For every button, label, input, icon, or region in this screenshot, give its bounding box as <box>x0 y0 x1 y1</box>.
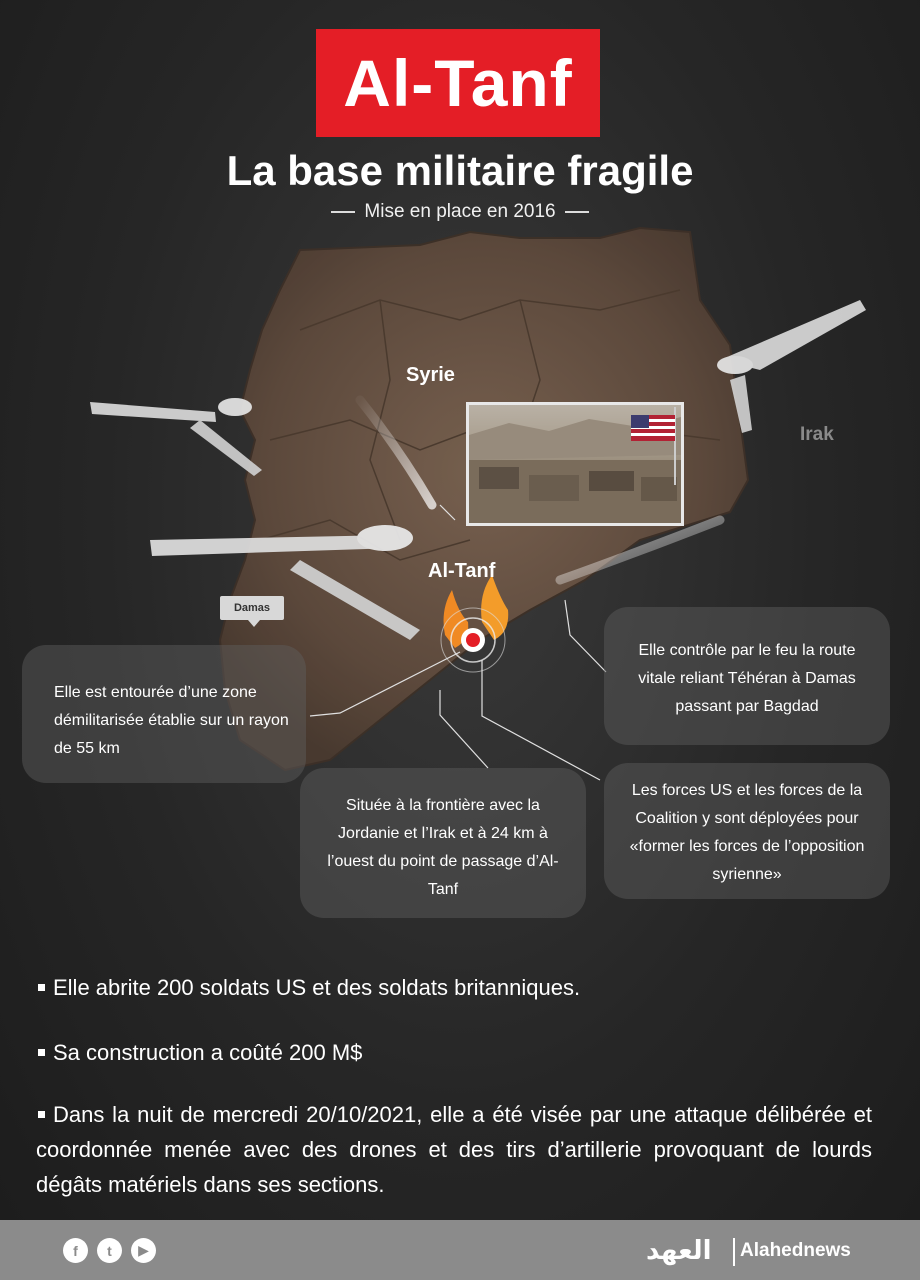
divider <box>733 1238 735 1266</box>
facebook-icon[interactable]: f <box>63 1238 88 1263</box>
brand-name[interactable]: Alahednews <box>740 1240 851 1261</box>
fact-item <box>36 970 872 1005</box>
fact-text: Sa construction a coûté 200 M$ <box>53 1040 363 1065</box>
base-photo-image <box>469 405 681 523</box>
callout-location <box>300 768 586 918</box>
bullet-icon <box>38 1111 45 1118</box>
callout-text: Les forces US et les forces de la Coalition y sont déployées pour «former les forces de l’opposition syrienne» <box>629 782 865 883</box>
page-title: Al-Tanf <box>343 46 573 120</box>
twitter-icon[interactable]: t <box>97 1238 122 1263</box>
divider <box>331 211 355 213</box>
divider <box>565 211 589 213</box>
label-damas: Damas <box>220 596 284 620</box>
callout-forces <box>604 763 890 899</box>
bullet-icon <box>38 1049 45 1056</box>
brand-arabic-logo[interactable]: العهد <box>646 1236 712 1266</box>
tagline <box>0 201 920 223</box>
callout-text: Elle est entourée d’une zone démilitarisée établie sur un rayon de 55 km <box>54 684 289 757</box>
callout-demilitarized-zone <box>22 645 306 783</box>
title-banner <box>316 29 600 137</box>
bullet-icon <box>38 984 45 991</box>
label-al-tanf: Al-Tanf <box>428 560 496 582</box>
fact-text: Elle abrite 200 soldats US et des soldats britanniques. <box>53 975 581 1000</box>
base-photo <box>466 402 684 526</box>
fact-text: Dans la nuit de mercredi 20/10/2021, elle a été visée par une attaque délibérée et coordonnée menée avec des drones et des tirs d’artillerie provoquant de lourds dégâts matériels dans ses sections. <box>36 1102 872 1197</box>
label-iraq: Irak <box>800 424 834 445</box>
drone-icon <box>717 300 866 433</box>
label-syria: Syrie <box>406 364 455 386</box>
callout-route <box>604 607 890 745</box>
drone-icon <box>90 398 262 476</box>
page-subtitle: La base militaire fragile <box>226 147 694 194</box>
tagline-text: Mise en place en 2016 <box>364 201 556 222</box>
fact-item <box>36 1035 872 1070</box>
callout-text: Située à la frontière avec la Jordanie et l’Irak et à 24 km à l’ouest du point de passage d’Al-Tanf <box>327 797 559 898</box>
callout-text: Elle contrôle par le feu la route vitale reliant Téhéran à Damas passant par Bagdad <box>638 642 856 715</box>
youtube-icon[interactable]: ▶ <box>131 1238 156 1263</box>
fact-item <box>36 1097 872 1202</box>
